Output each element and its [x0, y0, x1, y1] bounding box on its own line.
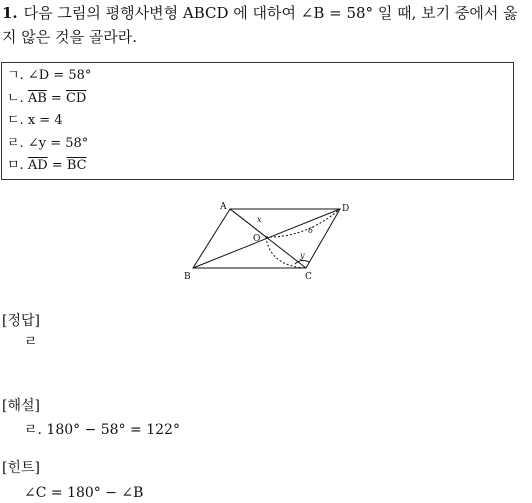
- parallelogram-figure: [178, 196, 368, 288]
- label-a: A: [220, 202, 227, 212]
- segment-cd: $\overline{CD}$: [65, 90, 87, 106]
- label-6: 6: [308, 226, 314, 235]
- option-prefix: ㄱ.: [7, 68, 24, 83]
- options-box: [1, 62, 514, 180]
- option-prefix: ㅁ.: [7, 158, 24, 173]
- hint-text: ∠C = 180° − ∠B: [24, 485, 144, 501]
- label-d: D: [342, 204, 350, 214]
- answer-value: ㄹ: [24, 334, 38, 350]
- option-prefix: ㄴ.: [7, 90, 24, 106]
- segment-bc: $\overline{BC}$: [66, 158, 87, 173]
- option-prefix: ㄷ.: [7, 113, 24, 128]
- question-text: 다음 그림의 평행사변형 ABCD 에 대하여 ∠B = 58° 일 때, 보기 중에서 옳지 않은 것을 골라라.: [2, 4, 518, 46]
- segment-ad: $\overline{AD}$: [27, 158, 48, 173]
- equals: =: [47, 158, 67, 173]
- label-x: x: [257, 215, 262, 224]
- option-text: ∠y = 58°: [27, 135, 89, 151]
- segment-ab: $\overline{AB}$: [27, 90, 47, 106]
- option-1: [7, 65, 508, 88]
- label-b: B: [184, 272, 191, 282]
- equals: =: [46, 90, 66, 106]
- question-number: 1.: [2, 4, 18, 22]
- answer-header: [정답]: [2, 313, 40, 329]
- question: [2, 1, 532, 49]
- explanation-header: [해설]: [2, 398, 40, 414]
- option-5: [7, 155, 508, 178]
- option-3: [7, 110, 508, 133]
- hint-header: [힌트]: [2, 460, 40, 476]
- label-y: y: [300, 251, 305, 260]
- option-prefix: ㄹ.: [7, 135, 24, 151]
- option-text: x = 4: [27, 113, 63, 128]
- option-text: ∠D = 58°: [27, 68, 92, 83]
- diagonal-ac: [230, 209, 306, 268]
- option-4: [7, 133, 508, 156]
- option-2: [7, 88, 508, 111]
- label-c: C: [305, 272, 312, 282]
- explanation-text: ㄹ. 180° − 58° = 122°: [24, 422, 180, 438]
- label-o: O: [253, 234, 261, 244]
